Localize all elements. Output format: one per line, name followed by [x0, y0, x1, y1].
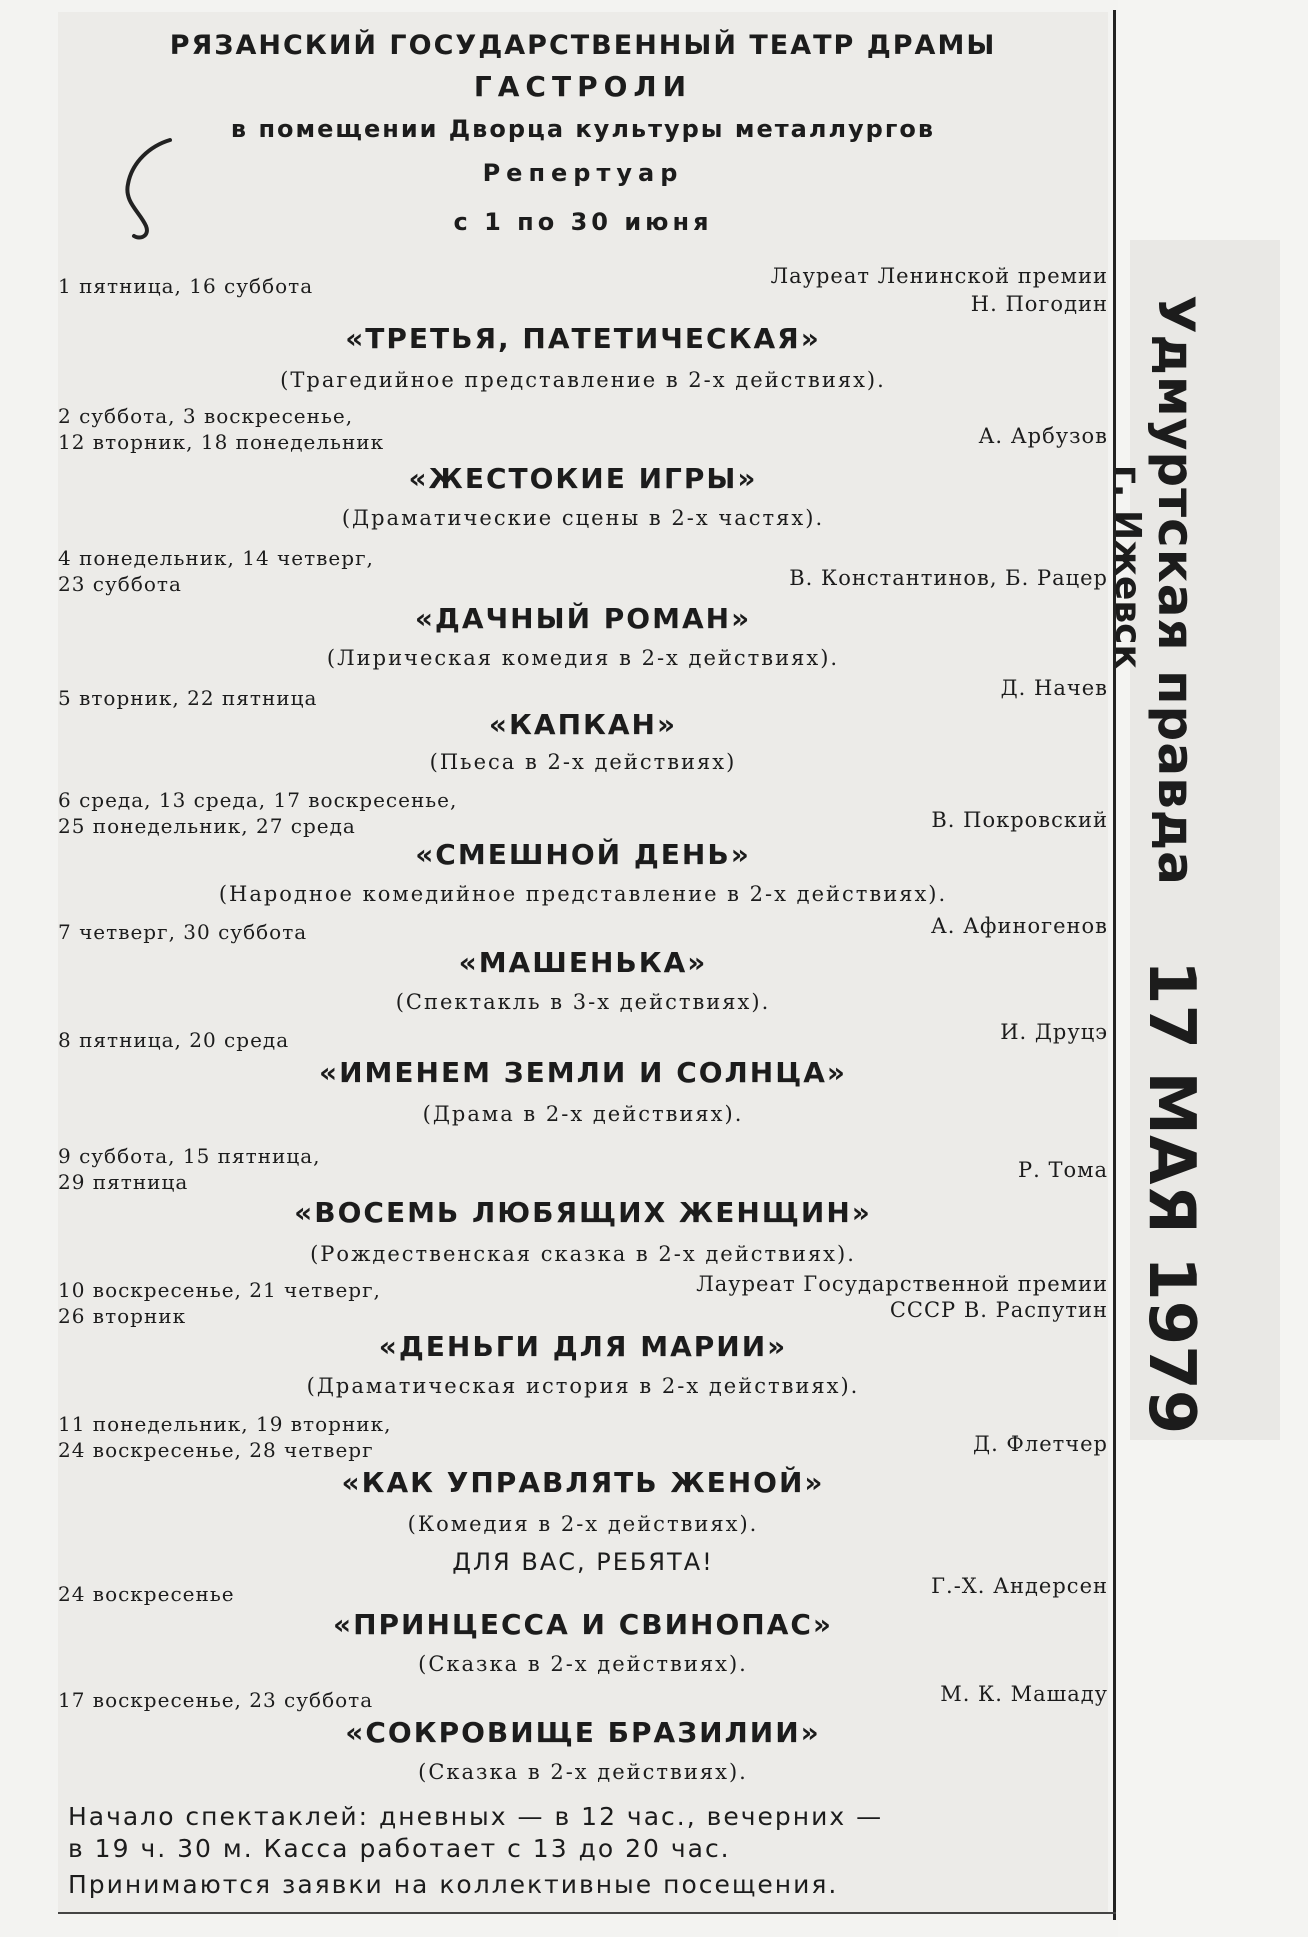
play-author: В. Константинов, Б. Рацер	[789, 566, 1108, 590]
play-subtitle: (Лирическая комедия в 2-х действиях).	[326, 646, 840, 670]
play-title: «КАК УПРАВЛЯТЬ ЖЕНОЙ»	[341, 1466, 825, 1499]
play-dates: 6 среда, 13 среда, 17 воскресенье,	[58, 788, 458, 812]
play-title: «МАШЕНЬКА»	[458, 946, 708, 979]
play-author: И. Друцэ	[1000, 1020, 1108, 1044]
play-dates: 12 вторник, 18 понедельник	[58, 430, 385, 454]
play-title: «ДЕНЬГИ ДЛЯ МАРИИ»	[378, 1330, 788, 1363]
bottom-border	[58, 1912, 1116, 1914]
play-subtitle: (Сказка в 2-х действиях).	[418, 1652, 748, 1676]
play-dates: 17 воскресенье, 23 суббота	[58, 1688, 374, 1712]
play-author: А. Афиногенов	[930, 914, 1108, 938]
schedule-note: Начало спектаклей: дневных — в 12 час., вечерних —	[68, 1802, 884, 1831]
play-author: Р. Тома	[1018, 1158, 1108, 1182]
play-dates: 11 понедельник, 19 вторник,	[58, 1412, 392, 1436]
play-title: «ИМЕНЕМ ЗЕМЛИ И СОЛНЦА»	[319, 1056, 847, 1089]
play-title: «ВОСЕМЬ ЛЮБЯЩИХ ЖЕНЩИН»	[294, 1196, 872, 1229]
play-title: «СМЕШНОЙ ДЕНЬ»	[415, 838, 751, 871]
play-title: «ЖЕСТОКИЕ ИГРЫ»	[408, 462, 758, 495]
date-stamp: 17 МАЯ 1979	[1134, 960, 1208, 1435]
play-subtitle: (Пьеса в 2-х действиях)	[429, 750, 737, 774]
play-dates: 24 воскресенье, 28 четверг	[58, 1438, 374, 1462]
play-subtitle: (Драматическая история в 2-х действиях).	[306, 1374, 860, 1398]
play-title: «ДАЧНЫЙ РОМАН»	[414, 602, 752, 635]
newspaper-stamp: Удмуртская правда	[1147, 295, 1205, 886]
newspaper-clipping	[58, 12, 1108, 1912]
venue-line: в помещении Дворца культуры металлургов	[230, 115, 936, 143]
play-dates: 29 пятница	[58, 1170, 189, 1194]
play-dates: 1 пятница, 16 суббота	[58, 274, 314, 298]
play-author-note: Лауреат Государственной премии	[696, 1272, 1108, 1296]
play-author: А. Арбузов	[978, 424, 1108, 448]
play-subtitle: (Спектакль в 3-х действиях).	[395, 990, 771, 1014]
play-dates: 4 понедельник, 14 четверг,	[58, 546, 374, 570]
play-author: СССР В. Распутин	[889, 1298, 1108, 1322]
play-title: «СОКРОВИЩЕ БРАЗИЛИИ»	[345, 1716, 821, 1749]
play-dates: 5 вторник, 22 пятница	[58, 686, 318, 710]
play-author: Д. Начев	[1000, 676, 1108, 700]
city-stamp: г. Ижевск	[1107, 465, 1148, 669]
play-author: Д. Флетчер	[973, 1432, 1108, 1456]
play-dates: 24 воскресенье	[58, 1582, 235, 1606]
play-dates: 9 суббота, 15 пятница,	[58, 1144, 321, 1168]
play-dates: 10 воскресенье, 21 четверг,	[58, 1278, 381, 1302]
play-subtitle: (Трагедийное представление в 2-х действиях).	[280, 368, 886, 392]
tour-heading: ГАСТРОЛИ	[473, 70, 693, 103]
column-divider	[1113, 10, 1116, 1920]
play-subtitle: (Комедия в 2-х действиях).	[407, 1512, 759, 1536]
play-author: В. Покровский	[931, 808, 1108, 832]
play-dates: 2 суббота, 3 воскресенье,	[58, 404, 354, 428]
play-title: «ПРИНЦЕССА И СВИНОПАС»	[332, 1608, 833, 1641]
play-author: М. К. Машаду	[940, 1682, 1108, 1706]
schedule-note: Принимаются заявки на коллективные посещения.	[68, 1870, 839, 1899]
schedule-note: в 19 ч. 30 м. Касса работает с 13 до 20 час.	[68, 1834, 731, 1863]
play-dates: 8 пятница, 20 среда	[58, 1028, 290, 1052]
play-author: Н. Погодин	[970, 292, 1108, 316]
play-subtitle: (Драма в 2-х действиях).	[422, 1102, 744, 1126]
handwritten-mark	[110, 132, 180, 242]
play-dates: 23 суббота	[58, 572, 182, 596]
period-line: с 1 по 30 июня	[453, 208, 713, 236]
play-title: «КАПКАН»	[488, 708, 678, 741]
theatre-name: РЯЗАНСКИЙ ГОСУДАРСТВЕННЫЙ ТЕАТР ДРАМЫ	[169, 30, 997, 61]
play-subtitle: (Рождественская сказка в 2-х действиях).	[310, 1242, 856, 1266]
play-author: Г.-Х. Андерсен	[931, 1574, 1108, 1598]
play-dates: 26 вторник	[58, 1304, 187, 1328]
play-subtitle: (Сказка в 2-х действиях).	[418, 1760, 748, 1784]
play-subtitle: (Драматические сцены в 2-х частях).	[341, 506, 825, 530]
play-dates: 25 понедельник, 27 среда	[58, 814, 356, 838]
play-title: «ТРЕТЬЯ, ПАТЕТИЧЕСКАЯ»	[345, 322, 821, 355]
play-author-note: Лауреат Ленинской премии	[770, 264, 1108, 288]
repertoire-heading: Репертуар	[482, 159, 684, 187]
kids-heading: ДЛЯ ВАС, РЕБЯТА!	[452, 1548, 714, 1576]
play-subtitle: (Народное комедийное представление в 2-х действиях).	[218, 882, 948, 906]
play-dates: 7 четверг, 30 суббота	[58, 920, 308, 944]
